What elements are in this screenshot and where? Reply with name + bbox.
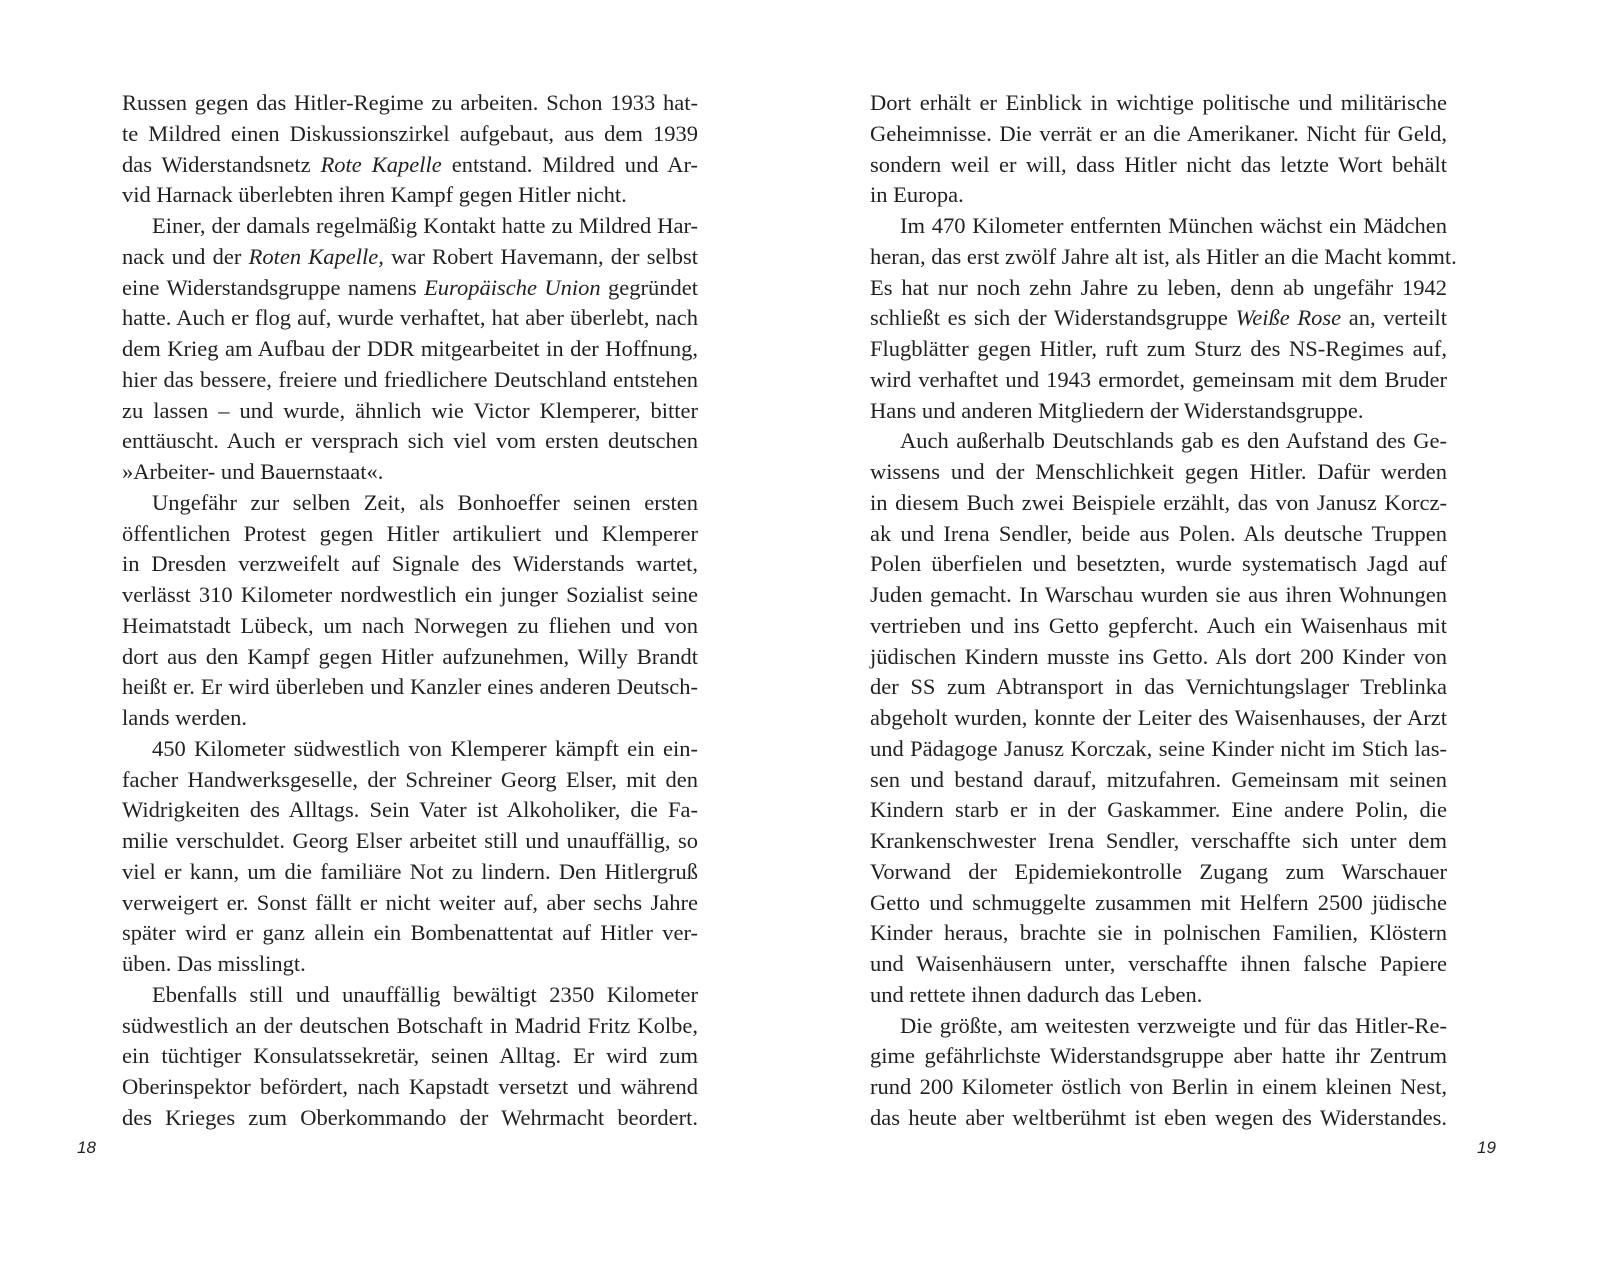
text-line [122, 1041, 698, 1072]
text-segment: hatte. Auch er flog auf, wurde verhaftet, hat aber überlebt, nach [122, 305, 698, 331]
text-segment: milie verschuldet. Georg Elser arbeitet still und unauffällig, so [122, 828, 698, 853]
text-line [870, 426, 1447, 457]
text-segment: war Robert Havemann, der selbst [383, 243, 699, 269]
text-line [122, 888, 698, 919]
text-segment: öffentlichen Protest gegen Hitler artikuliert und Klemperer [122, 520, 698, 546]
text-line [122, 334, 698, 365]
text-segment: schließt es sich der Widerstandsgruppe [870, 305, 1236, 331]
text-line [122, 795, 698, 826]
text-line [122, 580, 698, 611]
text-line [122, 150, 698, 181]
text-line [122, 457, 698, 488]
text-line [870, 1103, 1447, 1134]
text-segment: hier das bessere, freiere und friedlichere Deutschland entstehen [122, 366, 698, 392]
text-line [122, 734, 698, 765]
text-line [870, 611, 1447, 642]
text-segment: Im 470 Kilometer entfernten München wächst ein Mädchen [900, 213, 1447, 238]
text-line [870, 242, 1457, 273]
text-segment: Polen überfielen und besetzten, wurde systematisch Jagd auf [870, 551, 1447, 577]
text-line [122, 1072, 698, 1103]
text-segment: vertrieben und ins Getto gepfercht. Auch ein Waisenhaus mit [870, 612, 1447, 638]
text-segment: Widrigkeiten des Alltags. Sein Vater ist Alkoholiker, die Fa- [122, 797, 698, 823]
text-segment: ak und Irena Sendler, beide aus Polen. Als deutsche Truppen [870, 520, 1447, 546]
text-line [870, 1011, 1447, 1042]
text-segment: Es hat nur noch zehn Jahre zu leben, denn ab ungefähr 1942 [870, 274, 1447, 300]
text-segment: Vorwand der Epidemiekontrolle Zugang zum Warschauer [870, 858, 1447, 884]
text-segment: in Dresden verzweifelt auf Signale des Widerstands wartet, [122, 551, 698, 577]
italic-text: Rote Kapelle [320, 151, 442, 177]
text-segment: »Arbeiter- und Bauernstaat«. [122, 459, 384, 484]
text-segment: Oberinspektor befördert, nach Kapstadt versetzt und während [122, 1074, 698, 1099]
text-line [870, 334, 1447, 365]
text-segment: Krankenschwester Irena Sendler, verschaffte sich unter dem [870, 828, 1447, 853]
text-segment: Dort erhält er Einblick in wichtige politische und militärische [870, 90, 1447, 115]
italic-text: Weiße Rose [1235, 305, 1342, 331]
text-segment: dort aus den Kampf gegen Hitler aufzunehmen, Willy Brandt [122, 643, 698, 669]
text-line [122, 980, 698, 1011]
text-segment: wird verhaftet und 1943 ermordet, gemeinsam mit dem Bruder [870, 366, 1447, 392]
text-segment: südwestlich an der deutschen Botschaft in Madrid Fritz Kolbe, [122, 1012, 698, 1038]
text-line [122, 426, 698, 457]
text-segment: 450 Kilometer südwestlich von Klemperer kämpft ein ein- [152, 735, 698, 761]
text-segment: heran, das erst zwölf Jahre alt ist, als Hitler an die Macht kommt. [870, 243, 1457, 269]
text-segment: in diesem Buch zwei Beispiele erzählt, das von Janusz Korcz- [870, 489, 1447, 515]
left-page-text [122, 88, 698, 1134]
text-line [870, 519, 1447, 550]
text-segment: viel er kann, um die familiäre Not zu lindern. Den Hitlergruß [122, 858, 698, 884]
text-segment: an, verteilt [1341, 305, 1448, 331]
text-line [122, 303, 698, 334]
text-line [870, 396, 1447, 427]
text-line [870, 88, 1447, 119]
text-line [870, 949, 1447, 980]
text-line [870, 826, 1447, 857]
text-line [122, 396, 698, 427]
text-line [870, 703, 1447, 734]
text-line [870, 980, 1447, 1011]
page-number-right: 19 [1477, 1138, 1496, 1157]
text-segment: eine Widerstandsgruppe namens [122, 274, 425, 300]
text-line [122, 949, 698, 980]
text-segment: später wird er ganz allein ein Bombenattentat auf Hitler ver- [122, 920, 698, 946]
text-segment: Einer, der damals regelmäßig Kontakt hatte zu Mildred Har- [152, 213, 698, 238]
text-segment: verweigert er. Sonst fällt er nicht weiter auf, aber sechs Jahre [122, 889, 698, 915]
text-line [122, 642, 698, 673]
text-line [122, 88, 698, 119]
text-segment: Hans und anderen Mitgliedern der Widerstandsgruppe. [870, 397, 1364, 423]
text-segment: Geheimnisse. Die verrät er an die Amerikaner. Nicht für Geld, [870, 120, 1447, 146]
text-segment: enttäuscht. Auch er versprach sich viel vom ersten deutschen [122, 428, 698, 454]
text-line [870, 672, 1447, 703]
text-line [870, 273, 1447, 304]
text-segment: Die größte, am weitesten verzweigte und für das Hitler-Re- [900, 1012, 1447, 1038]
text-line [870, 365, 1447, 396]
text-segment: ein tüchtiger Konsulatssekretär, seinen Alltag. Er wird zum [122, 1043, 698, 1069]
text-line [122, 703, 698, 734]
text-segment: Juden gemacht. In Warschau wurden sie aus ihren Wohnungen [870, 582, 1447, 607]
text-line [870, 795, 1447, 826]
text-segment: rund 200 Kilometer östlich von Berlin in einem kleinen Nest, [870, 1074, 1447, 1099]
text-segment: verlässt 310 Kilometer nordwestlich ein junger Sozialist seine [122, 582, 698, 607]
text-line [122, 611, 698, 642]
text-line [870, 857, 1447, 888]
text-segment: Flugblätter gegen Hitler, ruft zum Sturz des NS-Regimes auf, [870, 336, 1447, 361]
page-number-left: 18 [77, 1138, 96, 1157]
text-line [122, 211, 698, 242]
text-segment: Auch außerhalb Deutschlands gab es den Aufstand des Ge- [900, 428, 1447, 454]
text-segment: das heute aber weltberühmt ist eben wegen des Widerstandes. [870, 1104, 1447, 1130]
text-line [870, 580, 1447, 611]
text-line [870, 734, 1447, 765]
text-segment: sondern weil er will, dass Hitler nicht das letzte Wort behält [870, 151, 1447, 177]
text-segment: Getto und schmuggelte zusammen mit Helfern 2500 jüdische [870, 889, 1447, 915]
text-line [122, 488, 698, 519]
text-line [122, 519, 698, 550]
text-segment: Kindern starb er in der Gaskammer. Eine andere Polin, die [870, 797, 1447, 823]
text-segment: Russen gegen das Hitler-Regime zu arbeiten. Schon 1933 hat- [122, 90, 698, 115]
text-segment: gime gefährlichste Widerstandsgruppe aber hatte ihr Zentrum [870, 1043, 1447, 1069]
text-segment: jüdischen Kindern musste ins Getto. Als dort 200 Kinder von [870, 643, 1447, 669]
text-segment: und Waisenhäusern unter, verschaffte ihnen falsche Papiere [870, 951, 1447, 976]
text-segment: dem Krieg am Aufbau der DDR mitgearbeitet in der Hoffnung, [122, 336, 698, 361]
text-segment: wissens und der Menschlichkeit gegen Hitler. Dafür werden [870, 459, 1447, 484]
text-line [870, 549, 1447, 580]
text-line [870, 211, 1447, 242]
text-line [870, 180, 1447, 211]
text-segment: das Widerstandsnetz [122, 151, 321, 177]
text-segment: des Krieges zum Oberkommando der Wehrmacht beordert. [122, 1104, 698, 1130]
text-line [870, 1072, 1447, 1103]
text-line [122, 549, 698, 580]
text-segment: abgeholt wurden, konnte der Leiter des Waisenhauses, der Arzt [870, 705, 1447, 730]
italic-text: Roten Kapelle, [248, 243, 384, 269]
text-line [870, 888, 1447, 919]
text-segment: und rettete ihnen dadurch das Leben. [870, 981, 1203, 1007]
text-line [870, 119, 1447, 150]
text-segment: Ebenfalls still und unauffällig bewältigt 2350 Kilometer [152, 981, 698, 1007]
text-segment: üben. Das misslingt. [122, 951, 306, 976]
text-segment: lands werden. [122, 705, 247, 730]
italic-text: Europäische Union [424, 274, 601, 300]
text-segment: sen und bestand darauf, mitzufahren. Gemeinsam mit seinen [870, 766, 1447, 792]
right-page-text [870, 88, 1457, 1134]
text-line [122, 119, 698, 150]
text-line [122, 672, 698, 703]
text-line [122, 1103, 698, 1134]
text-line [870, 150, 1447, 181]
text-line [122, 857, 698, 888]
text-line [122, 826, 698, 857]
text-segment: der SS zum Abtransport in das Vernichtungslager Treblinka [870, 674, 1447, 700]
text-line [122, 242, 698, 273]
text-line [870, 765, 1447, 796]
text-line [122, 273, 698, 304]
text-segment: te Mildred einen Diskussionszirkel aufgebaut, aus dem 1939 [122, 120, 698, 146]
text-segment: nack und der [122, 243, 249, 269]
text-line [870, 918, 1447, 949]
text-line [870, 457, 1447, 488]
text-segment: facher Handwerksgeselle, der Schreiner Georg Elser, mit den [122, 766, 698, 792]
text-segment: Kinder heraus, brachte sie in polnischen Familien, Klöstern [870, 920, 1447, 946]
text-line [870, 303, 1447, 334]
text-line [122, 765, 698, 796]
text-line [122, 180, 698, 211]
text-line [122, 365, 698, 396]
text-line [870, 1041, 1447, 1072]
text-line [122, 1011, 698, 1042]
text-line [870, 488, 1447, 519]
text-segment: heißt er. Er wird überleben und Kanzler eines anderen Deutsch- [122, 674, 698, 700]
text-segment: entstand. Mildred und Ar- [441, 151, 698, 177]
text-segment: zu lassen – und wurde, ähnlich wie Victor Klemperer, bitter [122, 397, 698, 423]
text-segment: vid Harnack überlebten ihren Kampf gegen Hitler nicht. [122, 182, 627, 208]
text-line [122, 918, 698, 949]
text-segment: und Pädagoge Janusz Korczak, seine Kinder nicht im Stich las- [870, 735, 1447, 761]
text-segment: gegründet [600, 274, 698, 300]
text-segment: Heimatstadt Lübeck, um nach Norwegen zu fliehen und von [122, 612, 698, 638]
text-segment: in Europa. [870, 182, 964, 208]
text-line [870, 642, 1447, 673]
text-segment: Ungefähr zur selben Zeit, als Bonhoeffer seinen ersten [152, 489, 698, 515]
